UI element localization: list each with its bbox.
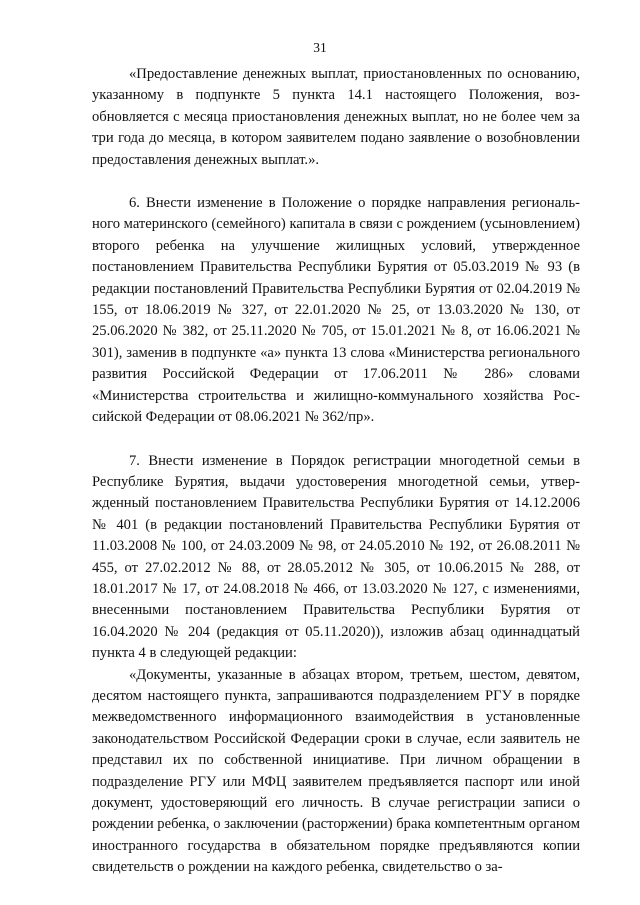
paragraph-quote-documents: «Документы, указанные в абзацах втором, третьем, шестом, девятом, десятом настоящего пункта, запрашиваются подразделением РГУ в порядке межведомственного информационного взаимодействия в установленные законодательством Российской Федерации сроки в случае, если заявитель не представил их по собственной инициативе. При личном обращении в подразделение РГУ или МФЦ заявителем предъявляется паспорт или иной документ, удостоверяющий его личность. В случае регистрации записи о рождении ребенка, о заключении (расторжении) брака компетентным органом иностранного государства в обязательном порядке предъявляются копии свидетельств о рождении на каждого ребенка, свидетельство о за- [92,666,580,876]
page-number: 31 [313,40,327,55]
paragraph-gap [92,429,580,451]
paragraph-gap [92,171,580,193]
paragraph-item-6: 6. Внести изменение в Положение о порядке направления регионального материнского (семейного) капитала в связи с рождением (усыновлением) второго ребенка на улучшение жилищных условий, утвержденное постановлением Правительства Республики Бурятия от 05.03.2019 № 93 (в редакции постановлений Правительства Республики Бурятия от 02.04.2019 № 155, от 18.06.2019 № 327, от 22.01.2020 № 25, от 13.03.2020 № 130, от 25.06.2020 № 382, от 25.11.2020 № 705, от 15.01.2021 № 8, от 16.06.2021 № 301), заменив в подпункте «а» пункта 13 слова «Министерства регионального развития Российской Федерации от 17.06.2011 № 286» словами «Министерства строительства и жилищно-коммунального хозяйства Российской Федерации от 08.06.2021 № 362/пр». [92,195,580,426]
document-body [92,64,580,879]
paragraph-quote-payments: «Предоставление денежных выплат, приостановленных по основанию, указанному в подпункте 5 пункта 14.1 настоящего Положения, возобновляется с месяца приостановления денежных выплат, но не более чем за три года до месяца, в котором заявителем подано заявление о возобновлении предоставления денежных выплат.». [92,66,580,168]
paragraph-item-7: 7. Внести изменение в Порядок регистрации многодетной семьи в Республике Бурятия, выдачи удостоверения многодетной семьи, утвержденный постановлением Правительства Республики Бурятия от 14.12.2006 № 401 (в редакции постановлений Правительства Республики Бурятия от 11.03.2008 № 100, от 24.03.2009 № 98, от 24.05.2010 № 192, от 26.08.2011 № 455, от 27.02.2012 № 88, от 28.05.2012 № 305, от 10.06.2015 № 288, от 18.01.2017 № 17, от 24.08.2018 № 466, от 13.03.2020 № 127, с изменениями, внесенными постановлением Правительства Республики Бурятия от 16.04.2020 № 204 (редакция от 05.11.2020)), изложив абзац одиннадцатый пункта 4 в следующей редакции: [92,452,580,662]
